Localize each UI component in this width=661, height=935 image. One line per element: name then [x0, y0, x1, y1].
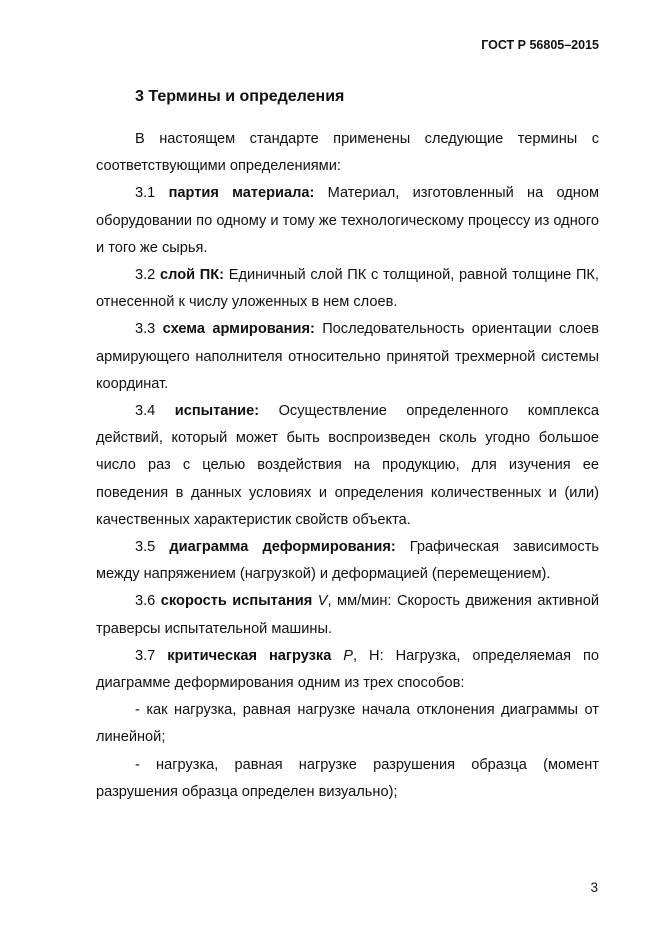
term-3-7 [96, 643, 599, 697]
term-definition: Единичный слой ПК с толщиной, равной толщине ПК, отнесенной к числу уложенных в нем слоев. [96, 267, 599, 311]
body-text [96, 126, 599, 806]
intro-paragraph: В настоящем стандарте применены следующие термины с соответствующими определениями: [96, 131, 599, 175]
term-number: 3.7 [135, 647, 156, 664]
term-name: схема армирования: [162, 321, 315, 338]
term-3-5 [96, 534, 599, 588]
term-unit: , Н: [353, 647, 384, 664]
term-3-6 [96, 588, 599, 642]
term-definition: Материал, изготовленный на одном оборудовании по одному и тому же технологическому процессу из одного и того же сырья. [96, 185, 599, 256]
term-name: диаграмма деформирования: [169, 539, 396, 556]
document-code: ГОСТ Р 56805–2015 [481, 38, 599, 52]
term-name: слой ПК: [160, 267, 225, 284]
term-definition: Последовательность ориентации слоев армирующего наполнителя относительно принятой трехмерной системы координат. [96, 321, 599, 392]
term-name: критическая нагрузка [167, 647, 332, 664]
term-symbol: P [343, 647, 354, 664]
term-definition: Осуществление определенного комплекса действий, который может быть воспроизведен сколь угодно большое число раз с целью воздействия на продукцию, для изучения ее поведения в данных условиях и определения количественных и (или) качественных характеристик свойств объекта. [96, 403, 599, 528]
term-name: скорость испытания [160, 593, 313, 610]
section-title: 3 Термины и определения [135, 88, 345, 105]
term-number: 3.3 [135, 321, 156, 338]
term-number: 3.2 [135, 267, 156, 284]
term-definition: Скорость движения активной траверсы испытательной машины. [96, 593, 599, 637]
term-3-1 [96, 180, 599, 262]
page-number: 3 [590, 880, 598, 895]
list-item: - как нагрузка, равная нагрузке начала отклонения диаграммы от линейной; [96, 702, 599, 746]
term-name: партия материала: [168, 185, 315, 202]
term-definition: Нагрузка, определяемая по диаграмме деформирования одним из трех способов: [96, 647, 599, 692]
term-unit: , мм/мин: [327, 593, 392, 610]
term-3-2 [96, 262, 599, 316]
term-3-3 [96, 316, 599, 398]
list-item: - нагрузка, равная нагрузке разрушения образца (момент разрушения образца определен визуально); [96, 756, 599, 800]
term-number: 3.5 [135, 539, 156, 556]
term-name: испытание: [174, 403, 260, 420]
term-3-4 [96, 398, 599, 534]
term-symbol: V [317, 593, 328, 610]
term-number: 3.6 [135, 593, 156, 610]
term-number: 3.1 [135, 185, 156, 202]
term-number: 3.4 [135, 403, 156, 420]
term-definition: Графическая зависимость между напряжением (нагрузкой) и деформацией (перемещением). [96, 539, 599, 583]
